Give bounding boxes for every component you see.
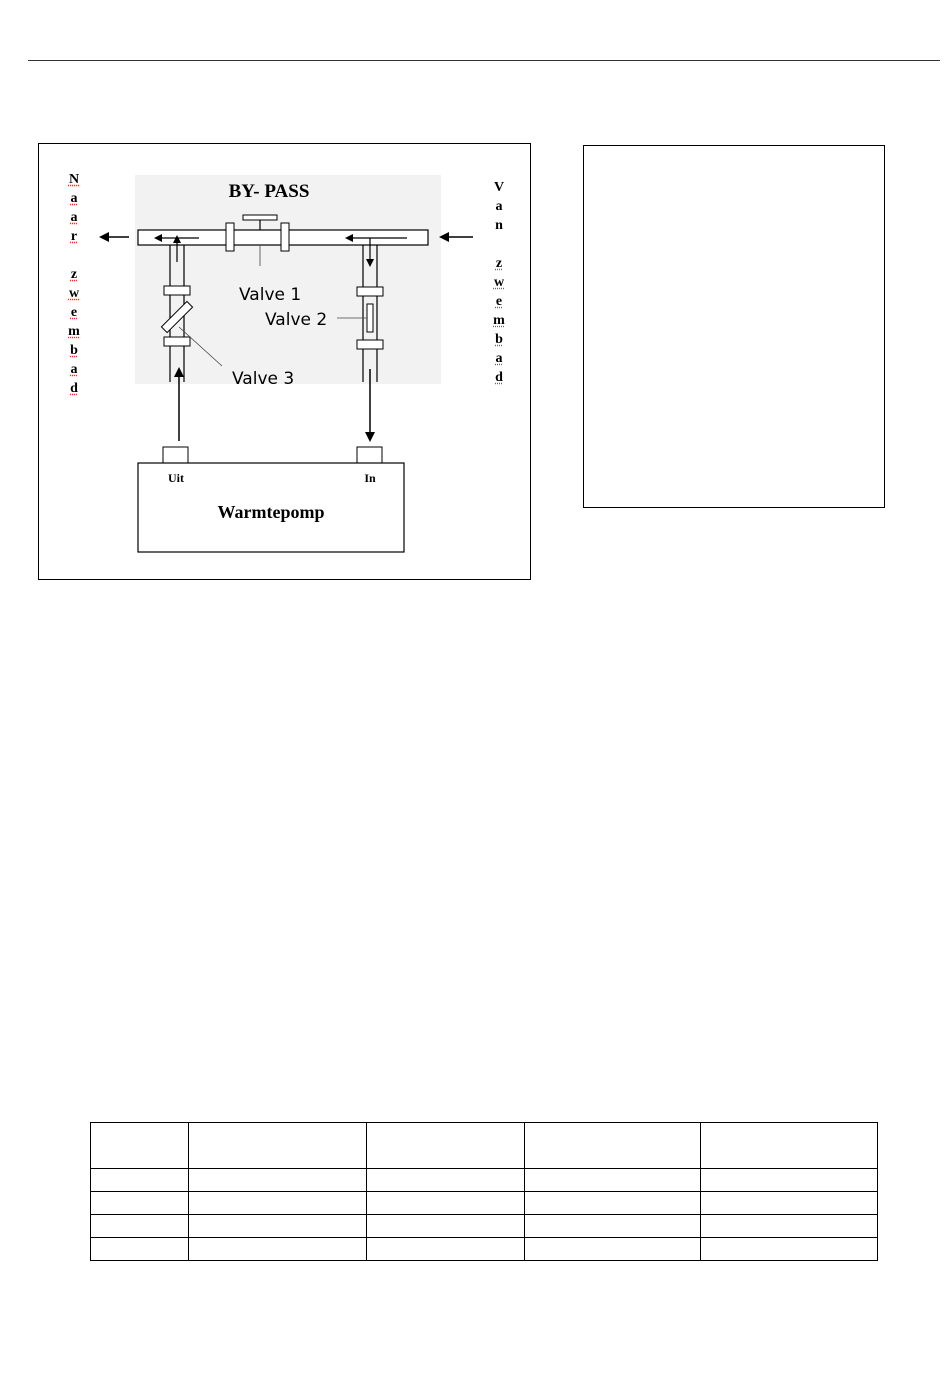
data-table (90, 1122, 878, 1261)
right-letter: e (495, 294, 503, 309)
table-cell (701, 1215, 878, 1238)
table-cell (701, 1238, 878, 1261)
bypass-diagram (38, 143, 531, 580)
table-cell (91, 1238, 189, 1261)
valve1-flange-right (281, 223, 289, 251)
table-cell (91, 1123, 189, 1169)
table-cell (367, 1215, 525, 1238)
outlet-port (163, 447, 188, 463)
table-cell (91, 1169, 189, 1192)
valve3-flange-top (164, 286, 190, 295)
left-letter: e (70, 305, 78, 320)
bypass-diagram-svg (39, 144, 532, 581)
right-letter: b (495, 332, 503, 347)
inlet-label: In (364, 471, 376, 485)
table-cell (189, 1192, 367, 1215)
valve3-label: Valve 3 (232, 369, 295, 389)
header-rule (28, 60, 940, 61)
bypass-title: BY- PASS (228, 181, 310, 202)
right-letter: V (493, 180, 505, 195)
table-cell (525, 1123, 701, 1169)
inlet-port (357, 447, 382, 463)
table-row (91, 1123, 878, 1169)
right-letter: a (495, 351, 503, 366)
left-letter: N (68, 172, 80, 187)
table-cell (525, 1215, 701, 1238)
right-letter: z (495, 256, 503, 271)
valve2-flange-bottom (357, 340, 383, 349)
valve1-flange-left (226, 223, 234, 251)
outlet-label: Uit (168, 471, 184, 485)
table-cell (701, 1169, 878, 1192)
left-letter: d (70, 381, 78, 396)
valve1-label: Valve 1 (239, 285, 302, 305)
table-cell (189, 1123, 367, 1169)
table-cell (189, 1238, 367, 1261)
valve3-flange-bottom (164, 337, 190, 346)
table-cell (367, 1123, 525, 1169)
table-cell (189, 1169, 367, 1192)
valve2-flange-top (357, 287, 383, 296)
empty-text-box (583, 145, 885, 508)
table-cell (189, 1215, 367, 1238)
table-row (91, 1215, 878, 1238)
left-letter: b (70, 343, 78, 358)
right-letter: w (493, 275, 505, 290)
valve2-body (367, 304, 373, 332)
right-letter: n (495, 218, 503, 233)
left-letter: a (70, 210, 78, 225)
table-cell (525, 1238, 701, 1261)
table-cell (701, 1123, 878, 1169)
left-letter: w (68, 286, 80, 301)
table-cell (367, 1238, 525, 1261)
table-row (91, 1238, 878, 1261)
table-row (91, 1169, 878, 1192)
table-cell (367, 1169, 525, 1192)
left-letter: z (70, 267, 78, 282)
table-cell (701, 1192, 878, 1215)
left-letter: m (68, 324, 80, 339)
right-letter: d (495, 370, 503, 385)
valve1-handle (243, 215, 277, 220)
right-letter: a (495, 199, 503, 214)
left-letter: a (70, 362, 78, 377)
table-cell (367, 1192, 525, 1215)
table-row (91, 1192, 878, 1215)
table-cell (91, 1215, 189, 1238)
valve2-label: Valve 2 (265, 310, 328, 330)
left-letter: a (70, 191, 78, 206)
heatpump-label: Warmtepomp (217, 502, 325, 522)
table-cell (525, 1192, 701, 1215)
right-letter: m (493, 313, 505, 328)
left-letter: r (70, 229, 78, 244)
bypass-background (135, 175, 441, 384)
table-cell (525, 1169, 701, 1192)
table-cell (91, 1192, 189, 1215)
